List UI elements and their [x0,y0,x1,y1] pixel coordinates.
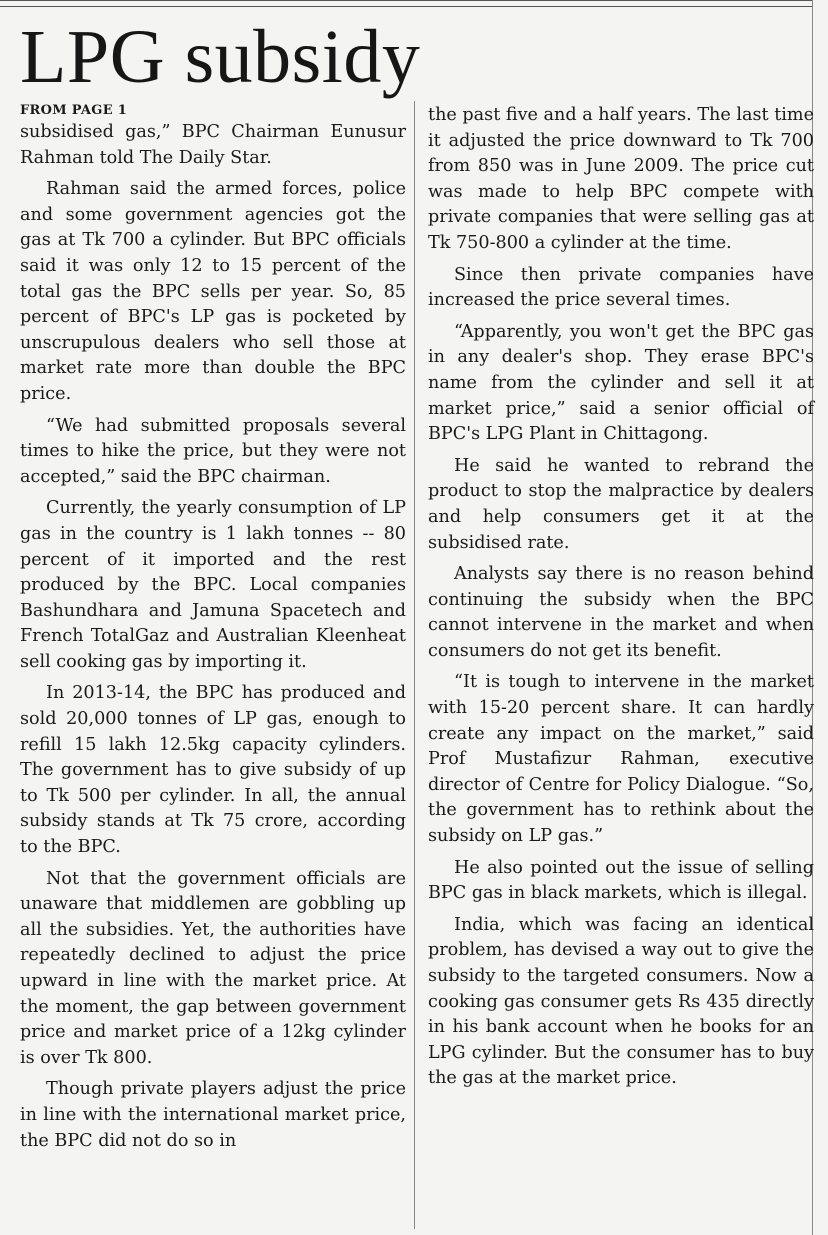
dateline: FROM PAGE 1 [20,103,128,118]
paragraph: the past five and a half years. The last time it adjusted the price downward to Tk 700 from 850 was in June 2009. The price cut was made to help BPC compete with private companies that were selling gas at Tk 750-800 a cylinder at the time. [428,105,814,253]
paragraph: Rahman said the armed forces, police and some government agencies got the gas at Tk 700 a cylinder. But BPC officials said it was only 12 to 15 percent of the total gas the BPC sells per year. So, 85 percent of BPC's LP gas is pocketed by unscrupulous dealers who sell those at market rate more than double the BPC price. [20,179,406,404]
paragraph: Analysts say there is no reason behind continuing the subsidy when the BPC cannot intervene in the market and when consumers do not get its benefit. [428,564,814,661]
paragraph: He also pointed out the issue of selling BPC gas in black markets, which is illegal. [428,857,814,904]
top-rule [0,0,812,7]
paragraph: Though private players adjust the price in line with the international market price, the BPC did not do so in [20,1079,406,1151]
paragraph: “It is tough to intervene in the market with 15-20 percent share. It can hardly create any impact on the market,” said Prof Mustafizur Rahman, executive director of Centre for Policy Dialogue. “So, the government has to rethink about the subsidy on LP gas.” [428,672,814,847]
paragraph: Since then private companies have increased the price several times. [428,264,814,311]
column-divider [414,101,415,1229]
left-column [20,103,406,1160]
paragraph: He said he wanted to rebrand the product to stop the malpractice by dealers and help consumers get it at the subsidised rate. [428,455,814,553]
paragraph: “Apparently, you won't get the BPC gas in any dealer's shop. They erase BPC's name from the cylinder and sell it at market price,” said a senior official of BPC's LPG Plant in Chittagong. [428,321,814,445]
paragraph: In 2013-14, the BPC has produced and sold 20,000 tonnes of LP gas, enough to refill 15 lakh 12.5kg capacity cylinders. The government has to give subsidy of up to Tk 500 per cylinder. In all, the annual subsidy stands at Tk 75 crore, according to the BPC. [20,683,406,858]
paragraph: India, which was facing an identical problem, has devised a way out to give the subsidy to the targeted consumers. Now a cooking gas consumer gets Rs 435 directly in his bank account when he books for an LPG cylinder. But the consumer has to buy the gas at the market price. [428,914,814,1089]
paragraph: Currently, the yearly consumption of LP gas in the country is 1 lakh tonnes -- 80 percent of it imported and the rest produced by the BPC. Local companies Bashundhara and Jamuna Spacetech and French TotalGaz and Australian Kleenheat sell cooking gas by importing it. [20,498,406,672]
headline: LPG subsidy [20,15,421,99]
paragraph: Not that the government officials are unaware that middlemen are gobbling up all the subsidies. Yet, the authorities have repeatedly declined to adjust the price upward in line with the market price. At the moment, the gap between government price and market price of a 12kg cylinder is over Tk 800. [20,868,406,1068]
paragraph: subsidised gas,” BPC Chairman Eunusur Rahman told The Daily Star. [20,122,406,168]
right-column [428,103,814,1098]
paragraph: “We had submitted proposals several times to hike the price, but they were not accepted,” said the BPC chairman. [20,415,406,487]
